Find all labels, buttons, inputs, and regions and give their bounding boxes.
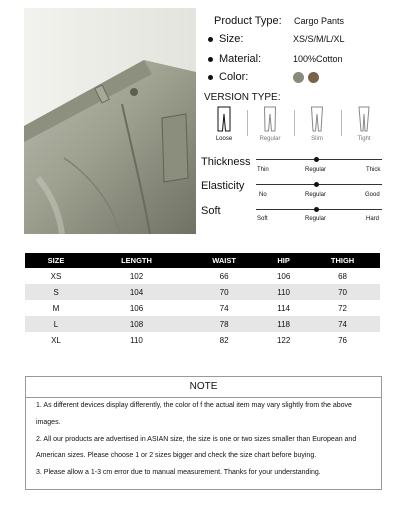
fit-label: Slim (311, 136, 323, 142)
soft-marker (314, 207, 319, 212)
spec-material (202, 53, 412, 65)
table-cell: L (25, 316, 87, 332)
tight-pants-icon (357, 106, 371, 132)
table-cell: 74 (305, 316, 380, 332)
elasticity-track (256, 184, 382, 185)
note-title: NOTE (26, 377, 381, 398)
table-cell: 108 (87, 316, 186, 332)
column-header: SIZE (25, 253, 87, 268)
scale-label: Hard (366, 216, 380, 222)
scale-label: Regular (305, 167, 327, 173)
table-cell: 82 (219, 335, 229, 345)
scale-label: Regular (305, 216, 327, 222)
table-header-row (25, 253, 380, 268)
table-cell: 70 (305, 284, 380, 300)
column-header: THIGH (305, 253, 380, 268)
bullet-icon (208, 75, 213, 80)
note-line: 2. All our products are advertised in ASIAN size, the size is one or two sizes smaller than European and (36, 435, 357, 443)
product-photo (24, 8, 196, 234)
elasticity-marker (314, 182, 319, 187)
table-cell: 102 (129, 271, 144, 281)
fit-label: Loose (215, 136, 233, 142)
spec-label: Material: (219, 53, 262, 65)
table-cell: 68 (338, 271, 347, 281)
spec-size (202, 33, 412, 45)
elasticity-title: Elasticity (201, 180, 245, 192)
table-cell: 76 (338, 335, 347, 345)
spec-value: 100%Cotton (293, 54, 343, 64)
spec-label: Color: (219, 71, 249, 83)
table-cell: 78 (186, 316, 262, 332)
note-box (25, 376, 382, 490)
table-cell: 118 (262, 316, 305, 332)
fit-option-regular (248, 106, 292, 142)
thickness-marker (314, 157, 319, 162)
column-header: HIP (262, 253, 305, 268)
table-row (25, 332, 380, 348)
table-cell: 114 (277, 303, 291, 313)
note-line: American sizes. Please choose 1 or 2 sizes bigger and check the size chart before buying. (36, 452, 317, 460)
column-header: LENGTH (87, 253, 186, 268)
table-cell: 110 (262, 284, 305, 300)
table-cell: 74 (219, 303, 229, 313)
soft-title: Soft (201, 205, 221, 217)
table-row (25, 300, 380, 316)
table-cell: 104 (87, 284, 186, 300)
loose-pants-icon (217, 106, 231, 132)
table-cell: S (25, 284, 87, 300)
table-cell: 110 (130, 335, 143, 345)
fit-option-slim (295, 106, 339, 142)
spec-product-type (202, 15, 412, 27)
table-cell: 106 (129, 303, 144, 313)
bullet-icon (208, 37, 213, 42)
spec-value: Cargo Pants (294, 16, 345, 26)
version-type-title: VERSION TYPE: (204, 92, 281, 103)
thickness-track (256, 159, 382, 160)
column-header: WAIST (186, 253, 262, 268)
table-cell: M (52, 303, 60, 313)
spec-label: Product Type: (214, 15, 282, 27)
scale-label: Thin (257, 167, 269, 173)
fit-option-tight (342, 106, 386, 142)
bullet-icon (208, 57, 213, 62)
note-line: images. (36, 418, 61, 426)
table-cell: XL (51, 335, 61, 345)
scale-label: Soft (257, 216, 268, 222)
fit-label: Tight (357, 136, 371, 142)
slim-pants-icon (310, 106, 324, 132)
color-swatch-gray[interactable] (293, 72, 304, 83)
version-type-options (202, 106, 412, 146)
table-cell: 70 (186, 284, 262, 300)
scale-label: Thick (366, 167, 381, 173)
size-table (25, 253, 380, 348)
table-cell: XS (50, 271, 62, 281)
table-row (25, 284, 380, 300)
spec-color (202, 71, 412, 83)
table-row (25, 268, 380, 284)
color-swatches (293, 71, 323, 82)
table-cell: 72 (338, 303, 347, 313)
table-row (25, 316, 380, 332)
note-line: 1. As different devices display differently, the color of f the actual item may vary slightly from the above (36, 402, 352, 409)
table-cell: 122 (276, 335, 291, 345)
note-line: 3. Please allow a 1-3 cm error due to manual measurement. Thanks for your understanding. (36, 469, 321, 477)
spec-label: Size: (219, 33, 244, 45)
scale-label: Regular (305, 192, 327, 198)
table-cell: 66 (219, 271, 229, 281)
color-swatch-brown[interactable] (308, 72, 319, 83)
scale-label: Good (365, 192, 380, 198)
regular-pants-icon (263, 106, 277, 132)
fit-label: Regular (259, 136, 281, 142)
spec-value: XS/S/M/L/XL (293, 34, 345, 44)
fit-option-loose (202, 106, 246, 142)
soft-track (256, 209, 382, 210)
scale-label: No (259, 192, 267, 198)
table-cell: 106 (276, 271, 291, 281)
thickness-title: Thickness (201, 156, 251, 168)
